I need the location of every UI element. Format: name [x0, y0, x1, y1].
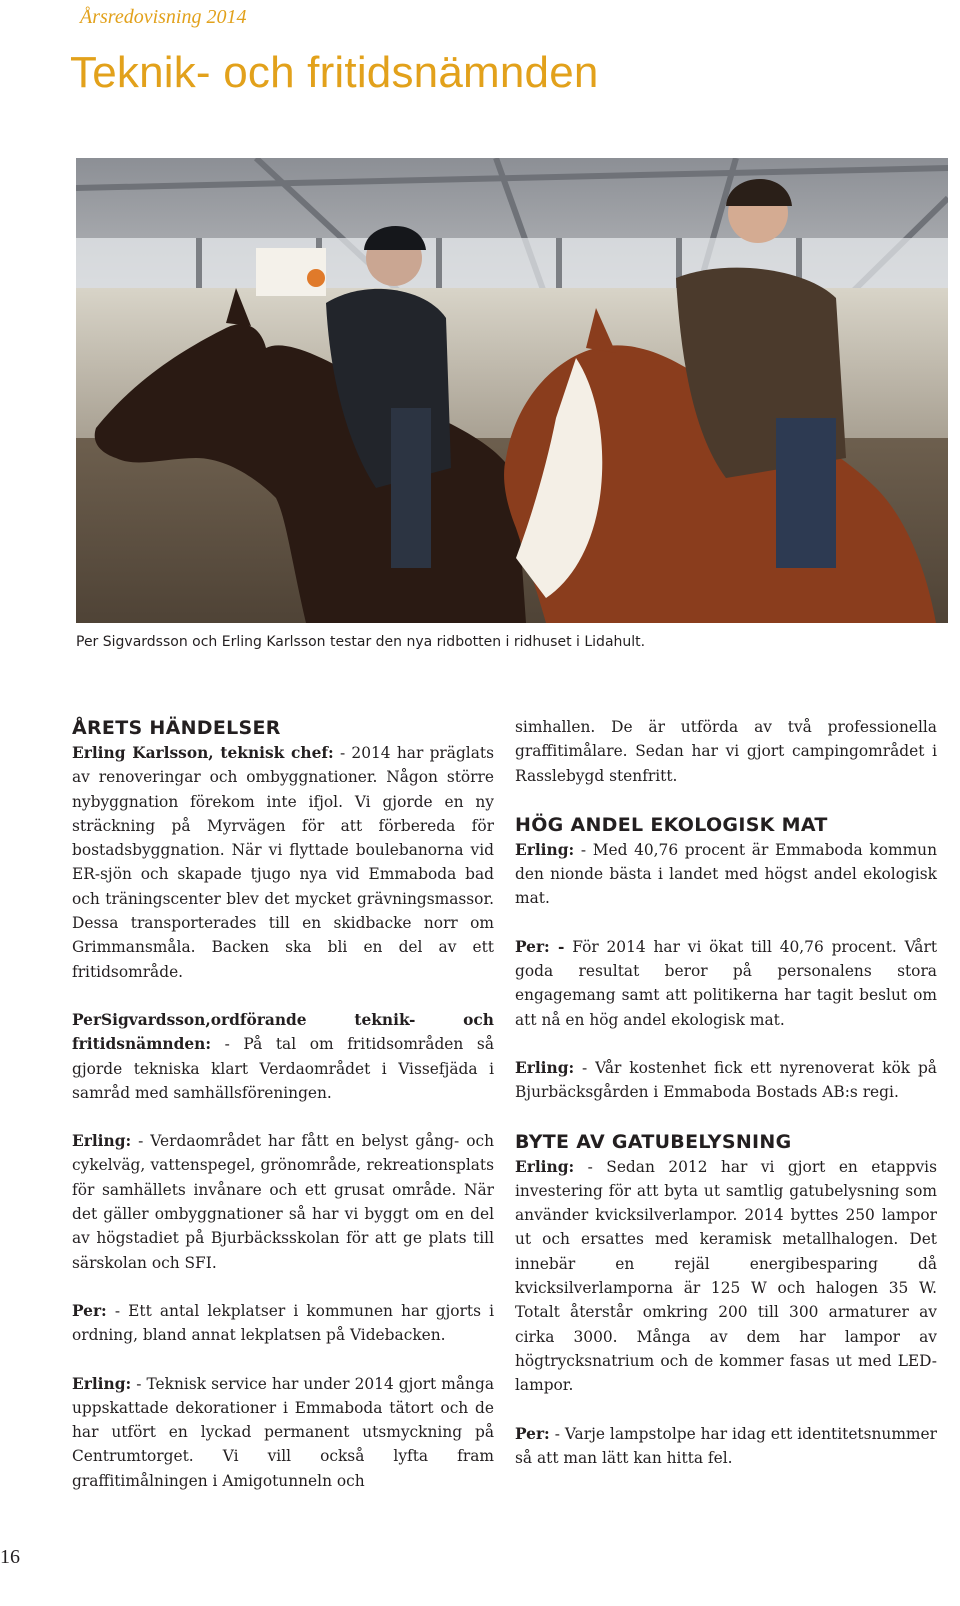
section-heading-ecological-food: HÖG ANDEL EKOLOGISK MAT: [515, 813, 828, 836]
paragraph-text: - Sedan 2012 har vi gjort en etappvis investering för att byta ut samtlig gatubelysning som använder kvicksilverlampor. 2014 byttes 250 lampor ut och ersattes med keramisk metallhalogen. Det innebär en rejäl energibesparing då kvicksilverlamporna är 125 W och halogen 35 W. Totalt återstår omkring 200 till 300 armaturer av cirka 3000. Många av dem har lampor av högtrycksnatrium och de kommer fasas ut med LED-lampor.: [515, 1157, 937, 1395]
paragraph: [515, 1056, 937, 1105]
speaker-label: Erling:: [515, 1058, 575, 1077]
speaker-label: Erling:: [72, 1374, 132, 1393]
section-heading-events: ÅRETS HÄNDELSER: [72, 717, 281, 739]
running-header: Årsredovisning 2014: [80, 6, 247, 28]
speaker-label: PerSigvardsson,ordförande teknik- och fritidsnämnden:: [72, 1010, 494, 1054]
paragraph: [515, 838, 937, 911]
paragraph: [515, 1422, 937, 1471]
page-title: Teknik- och fritidsnämnden: [70, 48, 599, 97]
paragraph: [515, 1155, 937, 1398]
speaker-label: Per:: [515, 1424, 550, 1443]
paragraph-text: För 2014 har vi ökat till 40,76 procent. Vårt goda resultat beror på personalens stora engagemang samt att politikerna har tagit beslut om att nå en hög andel ekologisk mat.: [515, 937, 938, 1029]
paragraph-text: - Verdaområdet har fått en belyst gång- och cykelväg, vattenspegel, grönområde, rekreationsplats för samhällets invånare och ett grusat område. När det gäller ombyggnationer så har vi byggt om en del av högstadiet på Bjurbäcksskolan för att ge plats till särskolan och SFI.: [72, 1132, 494, 1272]
paragraph: [72, 1372, 494, 1493]
paragraph-text: - Ett antal lekplatser i kommunen har gjorts i ordning, bland annat lekplatsen på Videbacken.: [72, 1301, 494, 1345]
paragraph-text: - Vår kostenhet fick ett nyrenoverat kök på Bjurbäcksgården i Emmaboda Bostads AB:s regi.: [515, 1058, 937, 1102]
paragraph: [72, 1299, 494, 1348]
right-column: [515, 715, 937, 1494]
section-heading-street-lighting: BYTE AV GATUBELYSNING: [515, 1130, 792, 1153]
speaker-label: Per:: [72, 1301, 107, 1320]
photo-caption: Per Sigvardsson och Erling Karlsson testar den nya ridbotten i ridhuset i Lidahult.: [76, 634, 646, 650]
paragraph-text: - På tal om fritidsområden så gjorde tekniska klart Verdaområdet i Vissefjäda i samråd med samhällsföreningen.: [72, 1035, 494, 1102]
paragraph: [72, 1008, 494, 1105]
paragraph: [72, 1129, 494, 1275]
speaker-label: Erling Karlsson, teknisk chef:: [72, 744, 334, 762]
speaker-label: Per: -: [515, 937, 565, 956]
paragraph-text: - Med 40,76 procent är Emmaboda kommun den nionde bästa i landet med högst andel ekologisk mat.: [515, 840, 937, 908]
speaker-label: Erling:: [515, 1157, 575, 1176]
photo-riders-on-horses: [76, 158, 948, 623]
paragraph: [515, 935, 937, 1032]
left-column: [72, 715, 494, 1517]
paragraph-text: - 2014 har präglats av renoveringar och ombyggnationer. Någon större nybyggnation förekom inte ifjol. Vi gjorde en ny sträckning på Myrvägen för att förbereda för bostadsbyggnation. När vi flyttade boulebanorna vid ER-sjön och skapade tjugo nya vid Emmaboda bad och träningscenter blev det mycket grävningsmassor. Dessa transporterades till en skidbacke norr om Grimmansmåla. Backen ska bli en del av ett fritidsområde.: [72, 744, 494, 981]
speaker-label: Erling:: [72, 1132, 132, 1151]
speaker-label: Erling:: [515, 840, 575, 859]
paragraph: simhallen. De är utförda av två professionella graffitimålare. Sedan har vi gjort campingområdet i Rasslebygd stenfritt.: [515, 718, 937, 785]
page-number: 16: [0, 1546, 20, 1568]
paragraph-text: - Teknisk service har under 2014 gjort många uppskattade dekorationer i Emmaboda tätort och de har utfört en lyckad permanent utsmyckning på Centrumtorget. Vi vill också lyfta fram graffitimålningen i Amigotunneln och: [72, 1374, 494, 1490]
photo-illustration: [76, 158, 948, 623]
paragraph: [72, 741, 494, 984]
paragraph-text: - Varje lampstolpe har idag ett identitetsnummer så att man lätt kan hitta fel.: [515, 1424, 937, 1467]
